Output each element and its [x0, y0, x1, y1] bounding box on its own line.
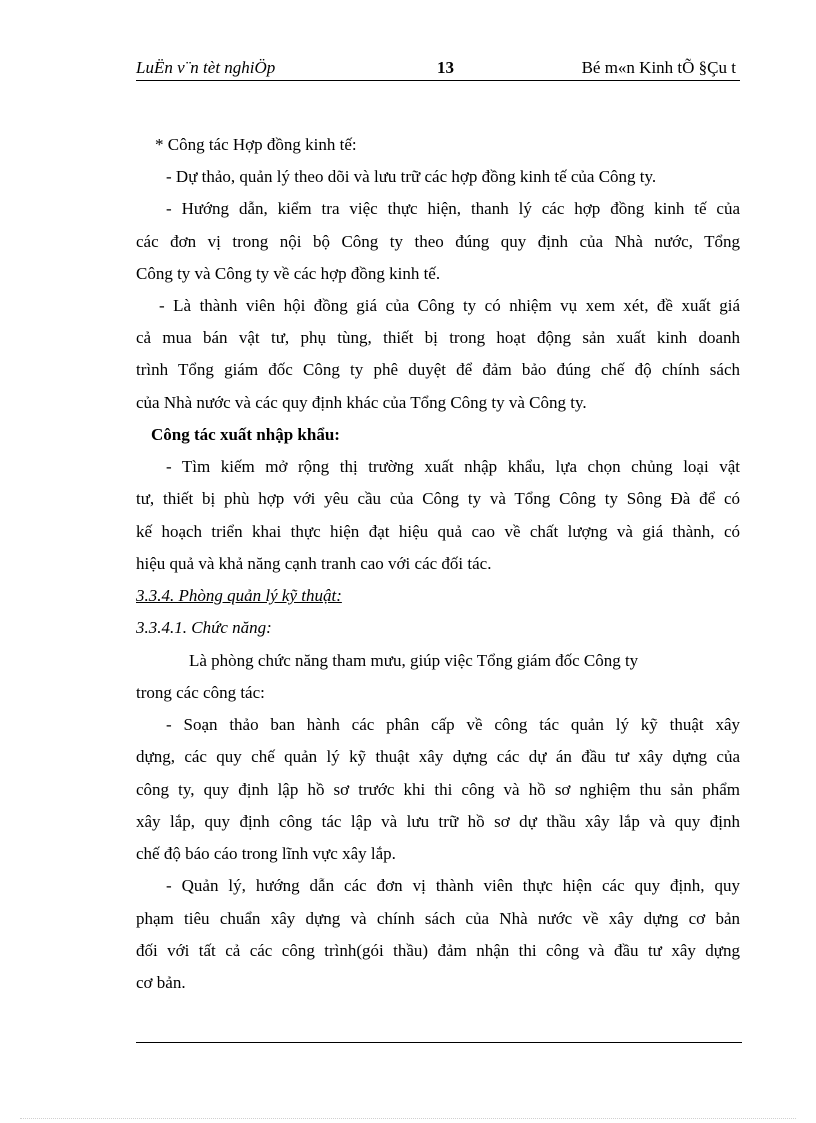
subsection-title: 3.3.4. Phòng quản lý kỹ thuật: [136, 586, 342, 605]
header-divider [136, 80, 740, 81]
paragraph-line: dựng, các quy chế quản lý kỹ thuật xây dựng các dự án đầu tư xây dựng của [136, 747, 740, 766]
paragraph-line: các đơn vị trong nội bộ Công ty theo đúng quy định của Nhà nước, Tổng [136, 232, 740, 251]
page-edge-dots [20, 1118, 796, 1119]
paragraph-line: Công ty và Công ty về các hợp đồng kinh tế. [136, 264, 441, 283]
subsubsection-title: 3.3.4.1. Chức năng: [136, 618, 272, 637]
page-header [136, 58, 740, 80]
page-number: 13 [437, 58, 454, 77]
section-heading-import-export: Công tác xuất nhập khẩu: [151, 425, 340, 444]
section-heading-contracts: * Công tác Hợp đồng kinh tế: [155, 135, 357, 154]
paragraph-line: - Hướng dẫn, kiểm tra việc thực hiện, thanh lý các hợp đồng kinh tế của [166, 199, 740, 218]
paragraph-line: - Soạn thảo ban hành các phân cấp về công tác quản lý kỹ thuật xây [166, 715, 740, 734]
paragraph-line: đối với tất cả các công trình(gói thầu) đảm nhận thi công và đầu tư xây dựng [136, 941, 740, 960]
paragraph-line: cơ bản. [136, 973, 186, 992]
footer-divider [136, 1042, 742, 1043]
paragraph-line: Là phòng chức năng tham mưu, giúp việc Tổng giám đốc Công ty [189, 651, 639, 670]
paragraph-line: kế hoạch triển khai thực hiện đạt hiệu quả cao về chất lượng và giá thành, có [136, 522, 740, 541]
paragraph-line: - Dự thảo, quản lý theo dõi và lưu trữ các hợp đồng kinh tế của Công ty. [166, 167, 657, 186]
header-thesis-title: LuËn v¨n tèt nghiÖp [136, 58, 276, 77]
paragraph-line: xây lắp, quy định công tác lập và lưu trữ hồ sơ dự thầu xây lắp và quy định [136, 812, 740, 831]
paragraph-line: trong các công tác: [136, 683, 265, 702]
paragraph-line: của Nhà nước và các quy định khác của Tổng Công ty và Công ty. [136, 393, 587, 412]
paragraph-line: hiệu quả và khả năng cạnh tranh cao với các đối tác. [136, 554, 492, 573]
paragraph-line: - Quản lý, hướng dẫn các đơn vị thành viên thực hiện các quy định, quy [166, 876, 740, 895]
paragraph-line: công ty, quy định lập hồ sơ trước khi thi công và hồ sơ nghiệm thu sản phẩm [136, 780, 740, 799]
paragraph-line: trình Tổng giám đốc Công ty phê duyệt để đảm bảo đúng chế độ chính sách [136, 360, 740, 379]
paragraph-line: tư, thiết bị phù hợp với yêu cầu của Công ty và Tổng Công ty Sông Đà để có [136, 489, 740, 508]
paragraph-line: cả mua bán vật tư, phụ tùng, thiết bị trong hoạt động sản xuất kinh doanh [136, 328, 740, 347]
paragraph-line: chế độ báo cáo trong lĩnh vực xây lắp. [136, 844, 396, 863]
header-department: Bé m«n Kinh tÕ §Çu t [581, 58, 736, 77]
paragraph-line: - Tìm kiếm mở rộng thị trường xuất nhập khẩu, lựa chọn chủng loại vật [166, 457, 740, 476]
paragraph-line: phạm tiêu chuẩn xây dựng và chính sách của Nhà nước về xây dựng cơ bản [136, 909, 740, 928]
paragraph-line: - Là thành viên hội đồng giá của Công ty có nhiệm vụ xem xét, đề xuất giá [159, 296, 740, 315]
